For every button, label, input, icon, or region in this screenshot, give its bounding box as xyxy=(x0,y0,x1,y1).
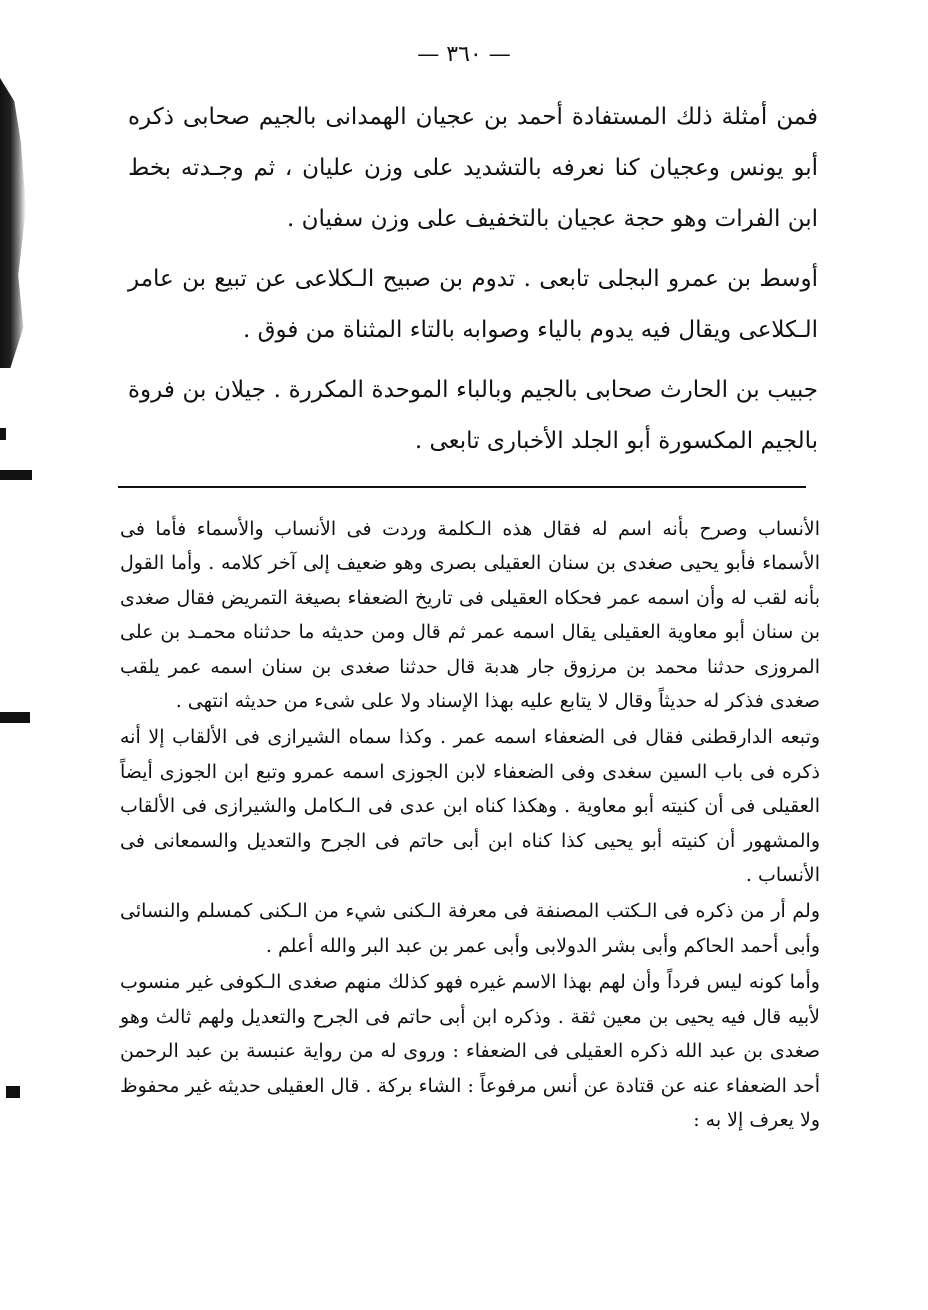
scan-edge-mark xyxy=(0,712,30,723)
scan-edge-mark xyxy=(0,428,6,440)
scan-edge-shadow xyxy=(0,78,26,368)
page-number: — ٣٦٠ — xyxy=(417,42,511,67)
footnotes xyxy=(120,512,820,1137)
footnote-paragraph: ولم أر من ذكره فى الـكتب المصنفة فى معرفة الـكنى شيء من الـكنى كمسلم والنسائى وأبى أحمد الحاكم وأبى بشر الدولابى وأبى عمر بن عبد البر والله أعلم . xyxy=(120,900,820,957)
main-paragraph: فمن أمثلة ذلك المستفادة أحمد بن عجيان الهمدانى بالجيم صحابى ذكره أبو يونس وعجيان كنا نعرفه بالتشديد على وزن عليان ، ثم وجـدته بخط ابن الفرات وهو حجة عجيان بالتخفيف على وزن سفيان . xyxy=(128,104,818,232)
main-text xyxy=(128,92,818,476)
footnote-paragraph: وتبعه الدارقطنى فقال فى الضعفاء اسمه عمر . وكذا سماه الشيرازى فى الألقاب إلا أنه ذكره فى باب السين سغدى وفى الضعفاء لابن الجوزى اسمه عمرو وتبع ابن الجوزى أيضاً العقيلى فى أن كنيته أبو معاوية . وهكذا كناه ابن عدى فى الـكامل والشيرازى فى الألقاب والمشهور أن كنيته أبو يحيى كذا كناه ابن أبى حاتم فى الجرح والتعديل والسمعانى فى الأنساب . xyxy=(120,726,820,887)
scan-edge-mark xyxy=(0,470,32,480)
footnote-paragraph: وأما كونه ليس فرداً وأن لهم بهذا الاسم غيره فهو كذلك منهم صغدى الـكوفى غير منسوب لأبيه قال فيه يحيى بن معين ثقة . وذكره ابن أبى حاتم فى الجرح والتعديل ولهم ثالث وهو صغدى بن عبد الله ذكره العقيلى فى الضعفاء : وروى له من رواية عنبسة بن عبد الرحمن أحد الضعفاء عنه عن قتادة عن أنس مرفوعاً : الشاء بركة . قال العقيلى حديثه غير محفوظ ولا يعرف إلا به : xyxy=(120,971,820,1131)
main-paragraph: أوسط بن عمرو البجلى تابعى . تدوم بن صبيح الـكلاعى عن تبيع بن عامر الـكلاعى ويقال فيه يدوم بالياء وصوابه بالتاء المثناة من فوق . xyxy=(128,266,818,343)
footnote-separator xyxy=(118,486,806,488)
main-paragraph: جبيب بن الحارث صحابى بالجيم وبالباء الموحدة المكررة . جيلان بن فروة بالجيم المكسورة أبو الجلد الأخبارى تابعى . xyxy=(128,377,818,454)
footnote-paragraph: الأنساب وصرح بأنه اسم له فقال هذه الـكلمة وردت فى الأنساب والأسماء فأما فى الأسماء فأبو يحيى صغدى بن سنان العقيلى بصرى وهو ضعيف إلى آخر كلامه . وأما القول بأنه لقب له وأن اسمه عمر فحكاه العقيلى فى تاريخ الضعفاء بصيغة التمريض فقال صغدى بن سنان أبو معاوية العقيلى يقال اسمه عمر ثم قال ومن حديثه ما حدثناه محمـد بن على المروزى حدثنا محمد بن مرزوق جار هدبة قال حدثنا صغدى بن سنان اسمه عمر يلقب صغدى فذكر له حديثاً وقال لا يتابع عليه بهذا الإسناد ولا على شىء من حديثه انتهى . xyxy=(120,518,820,713)
scan-edge-mark xyxy=(6,1086,20,1098)
